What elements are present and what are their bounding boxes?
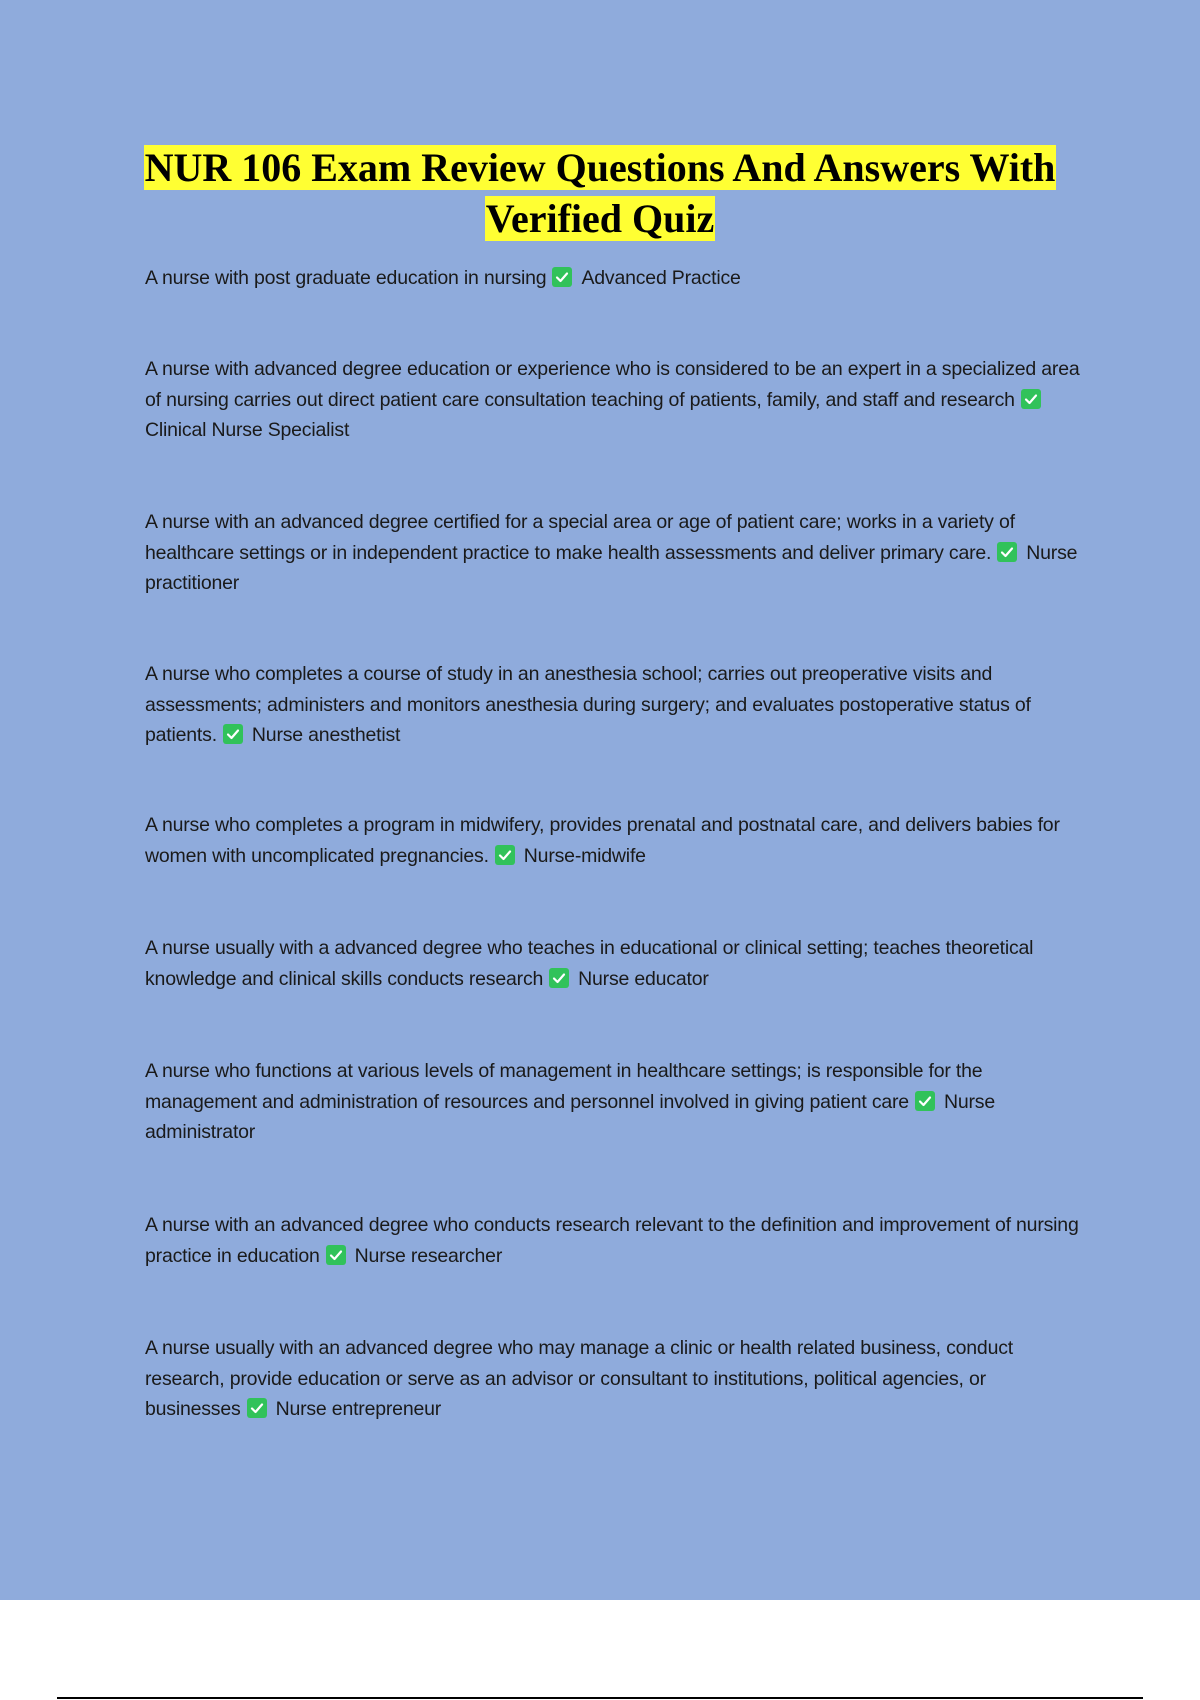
- answer-text: Nurse anesthetist: [251, 724, 401, 746]
- answer-text: Nurse-midwife: [523, 844, 646, 867]
- answer-text: Nurse researcher: [354, 1244, 503, 1267]
- question-text: A nurse usually with an advanced degree who may manage a clinic or health related business, conduct research, provide education or serve as an advisor or consultant to institutions, political agencies, or businesses: [145, 1337, 1013, 1420]
- check-mark-icon: [1021, 389, 1041, 409]
- question-text: A nurse who completes a program in midwifery, provides prenatal and postnatal care, and delivers babies for women with uncomplicated pregnancies.: [145, 814, 1060, 867]
- qa-item-5: [145, 810, 1085, 871]
- qa-item-8: [145, 1210, 1085, 1271]
- question-text: A nurse with advanced degree education or experience who is considered to be an expert in a specialized area of nursing carries out direct patient care consultation teaching of patients, family, and staff and research: [145, 358, 1080, 411]
- qa-item-9: [145, 1333, 1085, 1425]
- qa-item-3: [145, 507, 1085, 599]
- check-mark-icon: [997, 542, 1017, 562]
- check-mark-icon: [552, 267, 572, 287]
- qa-item-2: [145, 354, 1085, 446]
- question-text: A nurse with an advanced degree who conducts research relevant to the definition and improvement of nursing practice in education: [145, 1214, 1079, 1267]
- check-mark-icon: [549, 968, 569, 988]
- answer-text: Advanced Practice: [581, 267, 741, 289]
- qa-item-1: [145, 263, 1085, 294]
- qa-item-4: [145, 659, 1085, 751]
- title-line-1: NUR 106 Exam Review Questions And Answers With: [144, 145, 1056, 190]
- check-mark-icon: [326, 1245, 346, 1265]
- question-text: A nurse who completes a course of study in an anesthesia school; carries out preoperative visits and assessments; administers and monitors anesthesia during surgery; and evaluates postoperative status of patients.: [145, 663, 1031, 746]
- question-text: A nurse who functions at various levels of management in healthcare settings; is responsible for the management and administration of resources and personnel involved in giving patient care: [145, 1060, 983, 1113]
- check-mark-icon: [495, 845, 515, 865]
- answer-text: Nurse administrator: [145, 1090, 995, 1143]
- check-mark-icon: [915, 1091, 935, 1111]
- question-text: A nurse with post graduate education in nursing: [145, 267, 547, 289]
- qa-item-7: [145, 1056, 1085, 1148]
- question-text: A nurse usually with a advanced degree who teaches in educational or clinical setting; teaches theoretical knowledge and clinical skills conducts research: [145, 937, 1034, 990]
- footer-divider: [57, 1697, 1143, 1699]
- question-text: A nurse with an advanced degree certified for a special area or age of patient care; works in a variety of healthcare settings or in independent practice to make health assessments and deliver primary care.: [145, 511, 1015, 564]
- title-line-2: Verified Quiz: [485, 196, 715, 241]
- qa-item-6: [145, 933, 1085, 994]
- check-mark-icon: [247, 1398, 267, 1418]
- answer-text: Nurse practitioner: [145, 541, 1078, 594]
- check-mark-icon: [223, 724, 243, 744]
- page-title: [100, 142, 1100, 244]
- answer-text: Nurse educator: [578, 967, 709, 990]
- answer-text: Nurse entrepreneur: [275, 1398, 442, 1420]
- answer-text: Clinical Nurse Specialist: [145, 419, 350, 441]
